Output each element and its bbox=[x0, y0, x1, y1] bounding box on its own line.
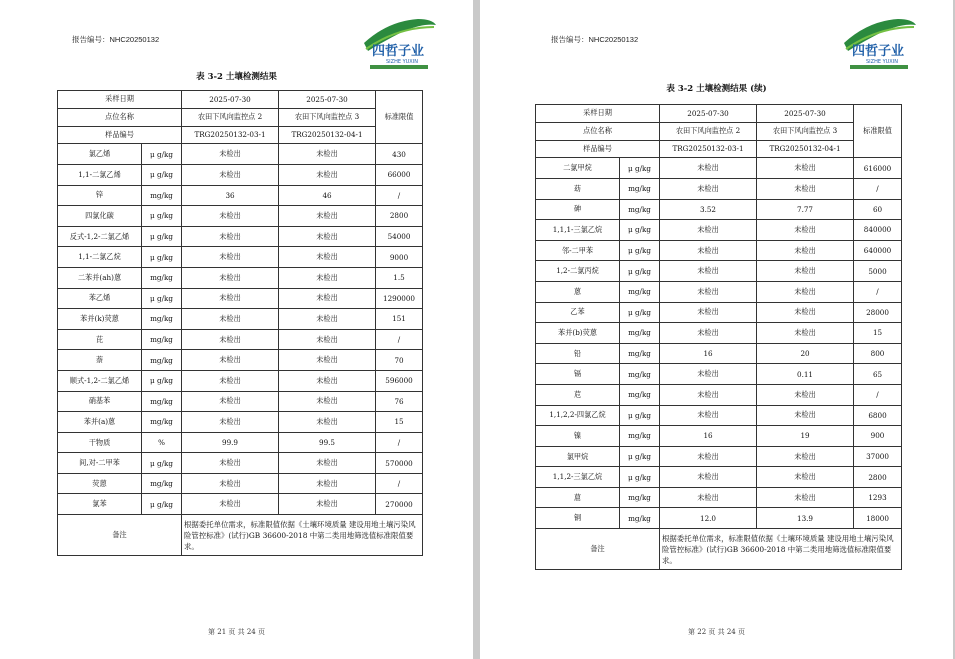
value-point-1: 未检出 bbox=[660, 302, 757, 323]
table-row bbox=[536, 261, 902, 282]
std-limit: 270000 bbox=[376, 494, 423, 515]
value-point-1: 16 bbox=[660, 343, 757, 364]
std-limit: / bbox=[376, 329, 423, 350]
analyte-name: 硝基苯 bbox=[58, 391, 142, 412]
analyte-name: 四氯化碳 bbox=[58, 206, 142, 227]
table-row bbox=[536, 343, 902, 364]
value-point-1: 未检出 bbox=[660, 384, 757, 405]
value-point-1: 未检出 bbox=[182, 391, 279, 412]
analyte-name: 芘 bbox=[58, 329, 142, 350]
value-point-2: 未检出 bbox=[279, 267, 376, 288]
header-row-date bbox=[58, 91, 423, 109]
std-limit: 28000 bbox=[854, 302, 902, 323]
note-label: 备注 bbox=[536, 529, 660, 570]
analyte-name: 1,1,1-三氯乙烷 bbox=[536, 220, 620, 241]
value-point-2: 未检出 bbox=[757, 323, 854, 344]
analyte-name: 邻-二甲苯 bbox=[536, 240, 620, 261]
std-limit: 596000 bbox=[376, 370, 423, 391]
std-limit: 151 bbox=[376, 309, 423, 330]
unit: μ g/kg bbox=[142, 370, 182, 391]
value-point-2: 未检出 bbox=[279, 329, 376, 350]
value-point-2: 99.5 bbox=[279, 432, 376, 453]
analyte-name: 荧蒽 bbox=[58, 473, 142, 494]
header-row-sample bbox=[58, 126, 423, 144]
point-label: 点位名称 bbox=[536, 122, 660, 140]
std-limit: 430 bbox=[376, 144, 423, 165]
unit: μ g/kg bbox=[620, 467, 660, 488]
value-point-1: 未检出 bbox=[660, 364, 757, 385]
unit: mg/kg bbox=[142, 473, 182, 494]
analyte-name: 1,1,2,2-四氯乙烷 bbox=[536, 405, 620, 426]
point-2: 农田下风向监控点 3 bbox=[757, 122, 854, 140]
value-point-1: 12.0 bbox=[660, 508, 757, 529]
table-row bbox=[58, 288, 423, 309]
table-row bbox=[536, 487, 902, 508]
analyte-name: 1,1,2-三氯乙烷 bbox=[536, 467, 620, 488]
table-row bbox=[536, 199, 902, 220]
unit: mg/kg bbox=[142, 267, 182, 288]
std-limit-header: 标准限值 bbox=[854, 105, 902, 158]
point-2: 农田下风向监控点 3 bbox=[279, 108, 376, 126]
table-row bbox=[536, 240, 902, 261]
value-point-1: 未检出 bbox=[182, 206, 279, 227]
value-point-2: 未检出 bbox=[279, 309, 376, 330]
sample-1: TRG20250132-03-1 bbox=[660, 140, 757, 158]
value-point-1: 3.52 bbox=[660, 199, 757, 220]
value-point-1: 未检出 bbox=[660, 281, 757, 302]
unit: mg/kg bbox=[142, 185, 182, 206]
table-row bbox=[58, 144, 423, 165]
std-limit: 2800 bbox=[854, 467, 902, 488]
table-row bbox=[536, 508, 902, 529]
logo-title: 四哲子业 bbox=[852, 44, 905, 59]
value-point-2: 未检出 bbox=[279, 247, 376, 268]
value-point-2: 46 bbox=[279, 185, 376, 206]
analyte-name: 1,1-二氯乙烷 bbox=[58, 247, 142, 268]
unit: μ g/kg bbox=[142, 494, 182, 515]
table-row bbox=[536, 446, 902, 467]
analyte-name: 1,2-二氯丙烷 bbox=[536, 261, 620, 282]
analyte-name: 铅 bbox=[536, 343, 620, 364]
unit: μ g/kg bbox=[620, 261, 660, 282]
std-limit: 2800 bbox=[376, 206, 423, 227]
value-point-1: 未检出 bbox=[660, 220, 757, 241]
value-point-1: 未检出 bbox=[182, 288, 279, 309]
value-point-2: 未检出 bbox=[279, 370, 376, 391]
std-limit: / bbox=[854, 384, 902, 405]
std-limit: 1.5 bbox=[376, 267, 423, 288]
value-point-2: 未检出 bbox=[279, 494, 376, 515]
sample-label: 样品编号 bbox=[536, 140, 660, 158]
std-limit: 616000 bbox=[854, 158, 902, 179]
table-row bbox=[536, 364, 902, 385]
header-row-date bbox=[536, 105, 902, 123]
std-limit: 1293 bbox=[854, 487, 902, 508]
value-point-1: 未检出 bbox=[660, 178, 757, 199]
date-1: 2025-07-30 bbox=[660, 105, 757, 123]
unit: mg/kg bbox=[620, 384, 660, 405]
table-row bbox=[536, 302, 902, 323]
std-limit: 76 bbox=[376, 391, 423, 412]
table-body bbox=[536, 158, 902, 529]
value-point-2: 未检出 bbox=[757, 302, 854, 323]
table-row bbox=[58, 247, 423, 268]
unit: μ g/kg bbox=[620, 405, 660, 426]
table-row bbox=[58, 226, 423, 247]
date-label: 采样日期 bbox=[536, 105, 660, 123]
analyte-name: 干物质 bbox=[58, 432, 142, 453]
report-number: 报告编号：NHC20250132 bbox=[551, 35, 639, 44]
analyte-name: 蒽 bbox=[536, 281, 620, 302]
point-1: 农田下风向监控点 2 bbox=[182, 108, 279, 126]
std-limit: 15 bbox=[854, 323, 902, 344]
table-row bbox=[58, 329, 423, 350]
table-body bbox=[58, 144, 423, 515]
date-label: 采样日期 bbox=[58, 91, 182, 109]
unit: mg/kg bbox=[620, 487, 660, 508]
date-2: 2025-07-30 bbox=[279, 91, 376, 109]
analyte-name: 1,1-二氯乙烯 bbox=[58, 164, 142, 185]
table-title: 表 3-2 土壤检测结果 (续) bbox=[666, 84, 767, 94]
table-row bbox=[536, 220, 902, 241]
value-point-1: 未检出 bbox=[182, 226, 279, 247]
table-row bbox=[536, 178, 902, 199]
analyte-name: 苯并(b)荧蒽 bbox=[536, 323, 620, 344]
unit: mg/kg bbox=[620, 426, 660, 447]
unit: μ g/kg bbox=[142, 453, 182, 474]
value-point-1: 未检出 bbox=[182, 164, 279, 185]
value-point-1: 99.9 bbox=[182, 432, 279, 453]
value-point-1: 未检出 bbox=[182, 453, 279, 474]
value-point-2: 未检出 bbox=[279, 412, 376, 433]
analyte-name: 氯甲烷 bbox=[536, 446, 620, 467]
logo-subtitle: SIZHE YUXIN bbox=[866, 59, 898, 65]
unit: mg/kg bbox=[620, 508, 660, 529]
value-point-2: 未检出 bbox=[757, 405, 854, 426]
sample-2: TRG20250132-04-1 bbox=[757, 140, 854, 158]
note-row bbox=[536, 529, 902, 570]
value-point-1: 未检出 bbox=[182, 247, 279, 268]
unit: μ g/kg bbox=[142, 226, 182, 247]
table-row bbox=[536, 323, 902, 344]
table-row bbox=[58, 164, 423, 185]
std-limit: 5000 bbox=[854, 261, 902, 282]
table-row bbox=[58, 206, 423, 227]
analyte-name: 苊 bbox=[536, 384, 620, 405]
value-point-2: 20 bbox=[757, 343, 854, 364]
std-limit-header: 标准限值 bbox=[376, 91, 423, 144]
std-limit: / bbox=[376, 432, 423, 453]
analyte-name: 乙苯 bbox=[536, 302, 620, 323]
value-point-1: 未检出 bbox=[182, 144, 279, 165]
value-point-2: 19 bbox=[757, 426, 854, 447]
unit: mg/kg bbox=[620, 323, 660, 344]
table-row bbox=[58, 473, 423, 494]
unit: mg/kg bbox=[142, 412, 182, 433]
unit: μ g/kg bbox=[142, 288, 182, 309]
value-point-2: 未检出 bbox=[757, 240, 854, 261]
unit: μ g/kg bbox=[142, 247, 182, 268]
value-point-1: 未检出 bbox=[182, 350, 279, 371]
unit: mg/kg bbox=[620, 178, 660, 199]
analyte-name: 镉 bbox=[536, 364, 620, 385]
header-row-sample bbox=[536, 140, 902, 158]
value-point-2: 未检出 bbox=[757, 220, 854, 241]
std-limit: / bbox=[376, 473, 423, 494]
unit: μ g/kg bbox=[620, 158, 660, 179]
analyte-name: 二苯并(ah)蒽 bbox=[58, 267, 142, 288]
std-limit: / bbox=[854, 281, 902, 302]
std-limit: 37000 bbox=[854, 446, 902, 467]
unit: mg/kg bbox=[142, 350, 182, 371]
table-row bbox=[536, 158, 902, 179]
std-limit: / bbox=[376, 185, 423, 206]
std-limit: 9000 bbox=[376, 247, 423, 268]
analyte-name: 䓛 bbox=[536, 487, 620, 508]
std-limit: 840000 bbox=[854, 220, 902, 241]
soil-results-table bbox=[57, 90, 423, 556]
unit: μ g/kg bbox=[620, 240, 660, 261]
value-point-1: 未检出 bbox=[660, 240, 757, 261]
unit: μ g/kg bbox=[142, 144, 182, 165]
unit: mg/kg bbox=[620, 281, 660, 302]
analyte-name: 砷 bbox=[536, 199, 620, 220]
table-title: 表 3-2 土壤检测结果 bbox=[196, 72, 277, 82]
value-point-2: 未检出 bbox=[757, 178, 854, 199]
analyte-name: 反式-1,2-二氯乙烯 bbox=[58, 226, 142, 247]
report-page-21 bbox=[0, 0, 473, 659]
table-row bbox=[536, 426, 902, 447]
value-point-2: 未检出 bbox=[757, 158, 854, 179]
unit: mg/kg bbox=[142, 391, 182, 412]
logo-icon bbox=[838, 15, 920, 71]
value-point-2: 未检出 bbox=[757, 261, 854, 282]
analyte-name: 苯并(a)蒽 bbox=[58, 412, 142, 433]
std-limit: 900 bbox=[854, 426, 902, 447]
value-point-1: 未检出 bbox=[660, 467, 757, 488]
value-point-2: 未检出 bbox=[279, 473, 376, 494]
value-point-2: 未检出 bbox=[757, 487, 854, 508]
table-row bbox=[58, 494, 423, 515]
value-point-2: 未检出 bbox=[757, 467, 854, 488]
table-row bbox=[58, 185, 423, 206]
logo-title: 四哲子业 bbox=[372, 44, 425, 59]
value-point-1: 未检出 bbox=[182, 309, 279, 330]
value-point-1: 未检出 bbox=[182, 473, 279, 494]
company-logo bbox=[838, 15, 920, 71]
std-limit: 570000 bbox=[376, 453, 423, 474]
unit: mg/kg bbox=[620, 199, 660, 220]
std-limit: 18000 bbox=[854, 508, 902, 529]
report-number: 报告编号：NHC20250132 bbox=[72, 35, 160, 44]
value-point-2: 13.9 bbox=[757, 508, 854, 529]
point-1: 农田下风向监控点 2 bbox=[660, 122, 757, 140]
std-limit: 70 bbox=[376, 350, 423, 371]
note-text: 根据委托单位需求，标准限值依据《土壤环境质量 建设用地土壤污染风险管控标准》(试行)GB 36600-2018 中第二类用地筛选值标准限值要求。 bbox=[182, 515, 423, 556]
logo-subtitle: SIZHE YUXIN bbox=[386, 59, 418, 65]
sample-2: TRG20250132-04-1 bbox=[279, 126, 376, 144]
date-1: 2025-07-30 bbox=[182, 91, 279, 109]
sample-1: TRG20250132-03-1 bbox=[182, 126, 279, 144]
point-label: 点位名称 bbox=[58, 108, 182, 126]
table-row bbox=[536, 405, 902, 426]
analyte-name: 氯乙烯 bbox=[58, 144, 142, 165]
table-row bbox=[58, 432, 423, 453]
header-row-point bbox=[536, 122, 902, 140]
unit: mg/kg bbox=[142, 309, 182, 330]
table-row bbox=[58, 370, 423, 391]
sample-label: 样品编号 bbox=[58, 126, 182, 144]
value-point-2: 0.11 bbox=[757, 364, 854, 385]
value-point-2: 7.77 bbox=[757, 199, 854, 220]
value-point-2: 未检出 bbox=[279, 206, 376, 227]
analyte-name: 苯乙烯 bbox=[58, 288, 142, 309]
std-limit: 60 bbox=[854, 199, 902, 220]
value-point-1: 未检出 bbox=[182, 494, 279, 515]
unit: μ g/kg bbox=[620, 220, 660, 241]
value-point-1: 未检出 bbox=[660, 446, 757, 467]
analyte-name: 氯苯 bbox=[58, 494, 142, 515]
note-text: 根据委托单位需求，标准限值依据《土壤环境质量 建设用地土壤污染风险管控标准》(试行)GB 36600-2018 中第二类用地筛选值标准限值要求。 bbox=[660, 529, 902, 570]
unit: mg/kg bbox=[142, 329, 182, 350]
value-point-1: 未检出 bbox=[660, 405, 757, 426]
analyte-name: 苯并(k)荧蒽 bbox=[58, 309, 142, 330]
value-point-1: 未检出 bbox=[660, 261, 757, 282]
table-row bbox=[58, 453, 423, 474]
std-limit: 65 bbox=[854, 364, 902, 385]
std-limit: 6800 bbox=[854, 405, 902, 426]
std-limit: 54000 bbox=[376, 226, 423, 247]
note-label: 备注 bbox=[58, 515, 182, 556]
analyte-name: 二氯甲烷 bbox=[536, 158, 620, 179]
table-row bbox=[536, 281, 902, 302]
value-point-2: 未检出 bbox=[279, 350, 376, 371]
unit: μ g/kg bbox=[620, 446, 660, 467]
value-point-2: 未检出 bbox=[279, 164, 376, 185]
report-page-22 bbox=[480, 0, 953, 659]
note-row bbox=[58, 515, 423, 556]
analyte-name: 铜 bbox=[536, 508, 620, 529]
std-limit: 800 bbox=[854, 343, 902, 364]
value-point-2: 未检出 bbox=[279, 391, 376, 412]
unit: μ g/kg bbox=[142, 164, 182, 185]
std-limit: 66000 bbox=[376, 164, 423, 185]
value-point-1: 36 bbox=[182, 185, 279, 206]
value-point-2: 未检出 bbox=[279, 453, 376, 474]
value-point-1: 未检出 bbox=[660, 323, 757, 344]
unit: % bbox=[142, 432, 182, 453]
value-point-2: 未检出 bbox=[757, 281, 854, 302]
value-point-2: 未检出 bbox=[757, 384, 854, 405]
analyte-name: 苭 bbox=[536, 178, 620, 199]
value-point-2: 未检出 bbox=[757, 446, 854, 467]
soil-results-table bbox=[535, 104, 902, 570]
table-row bbox=[58, 412, 423, 433]
value-point-1: 未检出 bbox=[182, 267, 279, 288]
page-footer: 第 22 页 共 24 页 bbox=[688, 628, 745, 636]
value-point-1: 未检出 bbox=[660, 487, 757, 508]
unit: μ g/kg bbox=[620, 302, 660, 323]
analyte-name: 顺式-1,2-二氯乙烯 bbox=[58, 370, 142, 391]
unit: μ g/kg bbox=[142, 206, 182, 227]
table-row bbox=[536, 384, 902, 405]
value-point-2: 未检出 bbox=[279, 144, 376, 165]
page-footer: 第 21 页 共 24 页 bbox=[208, 628, 265, 636]
std-limit: / bbox=[854, 178, 902, 199]
value-point-1: 未检出 bbox=[660, 158, 757, 179]
header-row-point bbox=[58, 108, 423, 126]
date-2: 2025-07-30 bbox=[757, 105, 854, 123]
value-point-2: 未检出 bbox=[279, 288, 376, 309]
value-point-2: 未检出 bbox=[279, 226, 376, 247]
value-point-1: 未检出 bbox=[182, 370, 279, 391]
analyte-name: 萘 bbox=[58, 350, 142, 371]
table-row bbox=[536, 467, 902, 488]
company-logo bbox=[358, 15, 440, 71]
value-point-1: 未检出 bbox=[182, 412, 279, 433]
analyte-name: 间,对-二甲苯 bbox=[58, 453, 142, 474]
std-limit: 640000 bbox=[854, 240, 902, 261]
std-limit: 1290000 bbox=[376, 288, 423, 309]
std-limit: 15 bbox=[376, 412, 423, 433]
analyte-name: 镍 bbox=[536, 426, 620, 447]
table-row bbox=[58, 309, 423, 330]
table-row bbox=[58, 267, 423, 288]
value-point-1: 16 bbox=[660, 426, 757, 447]
value-point-1: 未检出 bbox=[182, 329, 279, 350]
unit: mg/kg bbox=[620, 343, 660, 364]
table-row bbox=[58, 350, 423, 371]
table-row bbox=[58, 391, 423, 412]
analyte-name: 锌 bbox=[58, 185, 142, 206]
logo-icon bbox=[358, 15, 440, 71]
unit: mg/kg bbox=[620, 364, 660, 385]
